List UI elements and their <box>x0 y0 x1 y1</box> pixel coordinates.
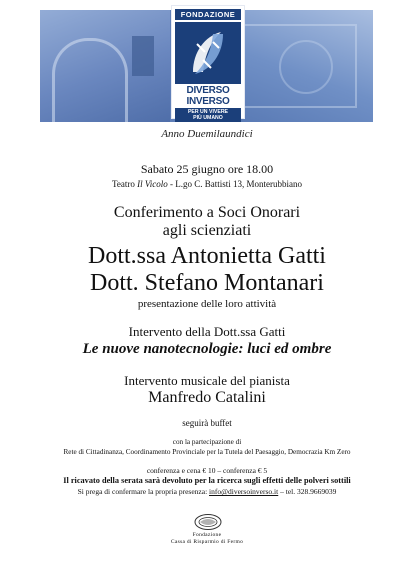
talk-intro: Intervento della Dott.ssa Gatti <box>128 324 286 339</box>
buffet-note: seguirà buffet <box>182 418 232 428</box>
event-date: Sabato 25 giugno ore 18.00 <box>140 162 274 176</box>
logo-top-label: FONDAZIONE <box>175 9 241 20</box>
pianist-name: Manfredo Catalini <box>148 389 266 406</box>
ticket-prices: conferenza e cena € 10 – conferenza € 5 <box>146 466 268 475</box>
participation-intro: con la partecipazione di <box>172 438 242 446</box>
proceeds-note: Il ricavato della serata sarà devoluto per la ricerca sugli effetti delle polveri sottili <box>63 476 351 485</box>
event-venue: Teatro Il Vicolo - L.go C. Battisti 13, Monterubbiano <box>112 179 302 189</box>
sponsor-name-line2: Cassa di Risparmio di Fermo <box>170 539 244 545</box>
honoree-name-1: Dott.ssa Antonietta Gatti <box>88 243 326 269</box>
sponsor-emblem-icon <box>193 513 223 531</box>
logo-tagline: PER UN VIVERE PIÙ UMANO <box>175 108 241 122</box>
header-photo-left <box>40 10 170 122</box>
title-line-2: agli scienziati <box>162 222 252 239</box>
year-label: Anno Duemilaundici <box>161 128 253 140</box>
logo-brand-line2: INVERSO <box>186 96 230 107</box>
honoree-name-2: Dott. Stefano Montanari <box>90 270 324 296</box>
participation-partners: Rete di Cittadinanza, Coordinamento Provinciale per la Tutela del Paesaggio, Democrazia Km Zero <box>63 448 351 456</box>
logo-emblem-icon <box>175 22 241 84</box>
venue-name: Il Vicolo <box>137 179 168 189</box>
rsvp-email-link[interactable]: info@diversoinverso.it <box>209 487 279 496</box>
music-intro: Intervento musicale del pianista <box>124 373 290 388</box>
sponsor-name-line1: Fondazione <box>192 532 222 538</box>
logo-brand-line1: DIVERSO <box>186 85 230 96</box>
rsvp-line: Si prega di confermare la propria presenza: info@diversoinverso.it – tel. 328.9669039 <box>77 487 337 496</box>
title-line-1: Conferimento a Soci Onorari <box>113 204 301 221</box>
presentation-note: presentazione delle loro attività <box>137 298 277 310</box>
fondazione-logo <box>172 6 244 121</box>
talk-title: Le nuove nanotecnologie: luci ed ombre <box>82 341 332 357</box>
